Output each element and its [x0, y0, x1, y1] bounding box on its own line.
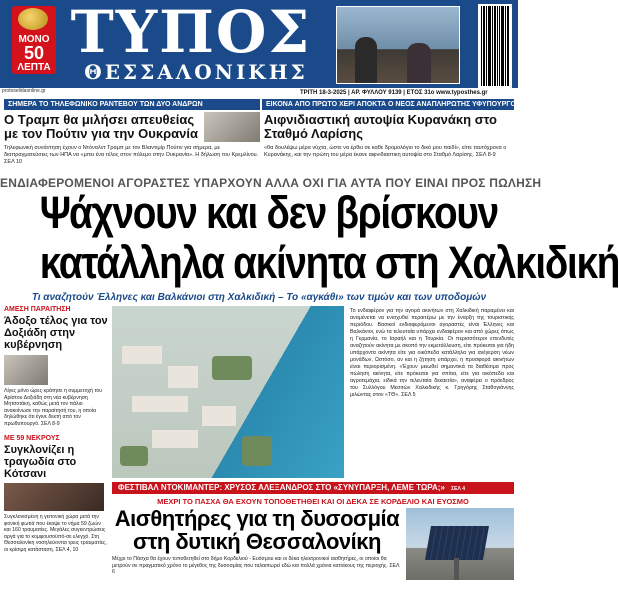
main-kicker: ΕΝΔΙΑΦΕΡΟΜΕΝΟΙ ΑΓΟΡΑΣΤΕΣ ΥΠΑΡΧΟΥΝ ΑΛΛΑ ΟΧΙ ΓΙΑ ΑΥΤΑ ΠΟΥ ΕΙΝΑΙ ΠΡΟΣ ΠΩΛΗΣΗ	[0, 176, 542, 190]
top-story-1-bar: ΣΗΜΕΡΑ ΤΟ ΤΗΛΕΦΩΝΙΚΟ ΡΑΝΤΕΒΟΥ ΤΩΝ ΔΥΟ ΑΝΔΡΩΝ	[4, 99, 260, 110]
festival-bar-page: ΣΕΛ 4	[451, 486, 465, 492]
solar-panel-icon	[425, 526, 489, 560]
top-story-2-lead: «θα δουλέψω μέρα νύχτα, ώστε να έρθει σε καθε δρομολόγιο το δικό μου παιδί», είπε ταυτόχρονα ο Κυρανάκης, και την πρώτη του μέρα έκανε αιφνιδιαστικη αυτοψία στο Σταθμό Λαρίσης. ΣΕΛ 8-9	[264, 145, 507, 158]
bottom-story-body: Μέχρι το Πάσχα θα έχουν τοποθετηθεί στο δήμο Κορδελιού - Ευόσμου και οι δέκα ηλεκτρονικοί αισθητήρες, οι οποίοι θα μετρούν σε πραγματικό χρόνο το μέγεθος της δυσοσμίας που ταλαιπωρεί εδώ και πολλά χρόνια κατοίκους της περιοχής. ΣΕΛ 6	[112, 556, 400, 575]
left-story-1-tag: ΑΜΕΣΗ ΠΑΡΑΙΤΗΣΗ	[4, 306, 71, 313]
barcode-icon	[478, 4, 512, 88]
top-story-2-bar: ΕΙΚΟΝΑ ΑΠΟ ΠΡΩΤΟ ΧΕΡΙ ΑΠΟΚΤΑ Ο ΝΕΟΣ ΑΝΑΠΛΗΡΩΤΗΣ ΥΦΥΠΟΥΡΓΟΣ	[262, 99, 514, 110]
photo-person-left	[355, 37, 377, 83]
sensor-photo	[406, 508, 514, 580]
left-story-1-body: Λίγες μόνο ώρες κράτησε η συμμετοχή του Αρίστου Δοξιάδη στη νέα κυβέρνηση Μητσοτάκη, καθώς μετά τον πάλιο ανακοίνωσε την παραίτησή του, η οποία δηλώθηκε ότι έγινε δεκτή από τον πρωθυπουργό. ΣΕΛ 8-9	[4, 388, 103, 427]
price-label: ΜΟΝΟ	[18, 34, 50, 45]
euro-coin-icon	[18, 8, 48, 30]
source-site-label[interactable]: protoselidaonline.gr	[2, 88, 46, 94]
price-value: 50	[23, 43, 45, 63]
main-story-body: Το ενδιαφέρον για την αγορά ακινήτων στη Χαλκιδική παραμένει και αναμένεται να ενισχυθεί περαιτέρω με την έναρξη της τουριστικής περιόδου. Βασικοί ενδιαφερόμενοι αγοραστές είναι Έλληνες και Βαλκάνιοι, ενώ τα τελευταία υπάρχει ενδιαφέρον και από χώρες όπως η Γερμανία, το Ισραήλ και η Τουρκία. Οι περισσότεροι επενδυτές αναζητούν ακίνητα με σκοπό την εκμετάλλευση, είτε πρόκειται για ήδη υπάρχοντα ακίνητα είτε για οικόπεδα κατάλληλα για ανέγερση νέων μονάδων. Ωστόσο, αν και η ζήτηση υπάρχει, η προσφορά ακινήτων είναι περιορισμένη. «Έχουν μειωθεί σημαντικά τα διαθέσιμα προς πώληση ακίνητα, είτε πρόκειται για σπίτια, είτε για οικόπεδα και αγροτεμάχια, ειδικά την τελευταία δεκαετία», αναφέρει ο πρόεδρος του Συλλόγου Μεσιτών Χαλκιδικής κ. Γρηγόρης Σταθογιάννης μιλώντας στον «ΤΘ». ΣΕΛ 5	[350, 308, 514, 398]
newspaper-logo[interactable]: ΤΥΠΟΣ	[70, 0, 312, 66]
left-column	[4, 306, 108, 592]
price-badge	[12, 6, 56, 74]
newspaper-logo-subtitle: ΘΕΣΣΑΛΟΝΙΚΗΣ	[84, 60, 308, 84]
bottom-story-headline[interactable]	[112, 507, 402, 553]
bottom-story-headline-line-1: Αισθητήρες για τη δυσοσμία	[114, 506, 400, 531]
left-story-1-headline[interactable]: Άδοξο τέλος για τον Δοξιάδη στην κυβέρνηση	[4, 315, 108, 351]
top-story-2-headline[interactable]: Αιφνιδιαστική αυτοψία Κυρανάκη στο Σταθμό Λαρίσης	[264, 112, 497, 141]
bottom-story-kicker: ΜΕΧΡΙ ΤΟ ΠΑΣΧΑ ΘΑ ΕΧΟΥΝ ΤΟΠΟΘΕΤΗΘΕΙ ΚΑΙ ΟΙ ΔΕΚΑ ΣΕ ΚΟΡΔΕΛΙΟ ΚΑΙ ΕΥΟΣΜΟ	[157, 497, 469, 506]
left-story-2-photo	[4, 483, 104, 511]
main-headline-line-1: Ψάχνουν και δεν βρίσκουν	[39, 187, 498, 238]
left-story-2-headline[interactable]: Συγκλονίζει η τραγωδία στο Κότσανι	[4, 444, 77, 480]
main-headline-line-2: κατάλληλα ακίνητα στη Χαλκιδική	[39, 237, 619, 288]
top-story-1-headline[interactable]: Ο Τραμπ θα μιλήσει απευθείας με τον Πούτιν για την Ουκρανία	[4, 112, 198, 141]
left-story-2-tag: ΜΕ 59 ΝΕΚΡΟΥΣ	[4, 435, 60, 442]
main-subhead: Τι αναζητούν Έλληνες και Βαλκάνιοι στη Χαλκιδική – Το «αγκάθι» των τιμών και των υποδομών	[31, 292, 487, 303]
top-story-1-lead: Τηλεφωνική συνάντηση έχουν ο Ντόναλντ Τραμπ με τον Βλαντιμίρ Πούτιν για σήμερα, με διαπραγματεύσεις των ΗΠΑ να «μπει ένα τέλος στον πόλεμο στην Ουκρανία». Η δήλωση του Κρεμλίνου. ΣΕΛ 10	[4, 145, 259, 165]
festival-bar-text: ΦΕΣΤΙΒΑΛ ΝΤΟΚΙΜΑΝΤΕΡ: ΧΡΥΣΟΣ ΑΛΕΞΑΝΔΡΟΣ ΣΤΟ «ΣΥΝΥΠΑΡΞΗ, ΛΕΜΕ ΤΩΡΑ;»	[118, 483, 445, 492]
left-story-2-body: Συγκλονισμένη η γειτονική χώρα μετά την φονική φωτιά που έκοψε το νήμα 59 ζωών και 160 τραυματίες. Μεγάλες συγκεντρώσεις αργά για το κομφουσοϋπό-σε ελεγχό. Στη Θεσσαλονίκη νοσηλεύονται τρεις τραυματίες, οι κρίσιμη κατάσταση. ΣΕΛ 4, 10	[4, 514, 107, 553]
price-unit: ΛΕΠΤΑ	[17, 62, 51, 73]
festival-bar[interactable]	[112, 482, 514, 494]
masthead-photo	[336, 6, 460, 84]
halkidiki-aerial-photo	[112, 306, 344, 478]
dateline: ΤΡΙΤΗ 18-3-2025 | ΑΡ. ΦΥΛΛΟΥ 9139 | ΕΤΟΣ 31ο www.typosthes.gr	[300, 90, 488, 96]
top-story-1-photo	[204, 112, 260, 142]
left-story-1-photo	[4, 355, 48, 385]
sensor-pole	[454, 558, 459, 580]
photo-person-right	[407, 43, 431, 83]
bottom-story-headline-line-2: στη δυτική Θεσσαλονίκη	[133, 529, 381, 554]
main-headline[interactable]	[39, 187, 619, 288]
